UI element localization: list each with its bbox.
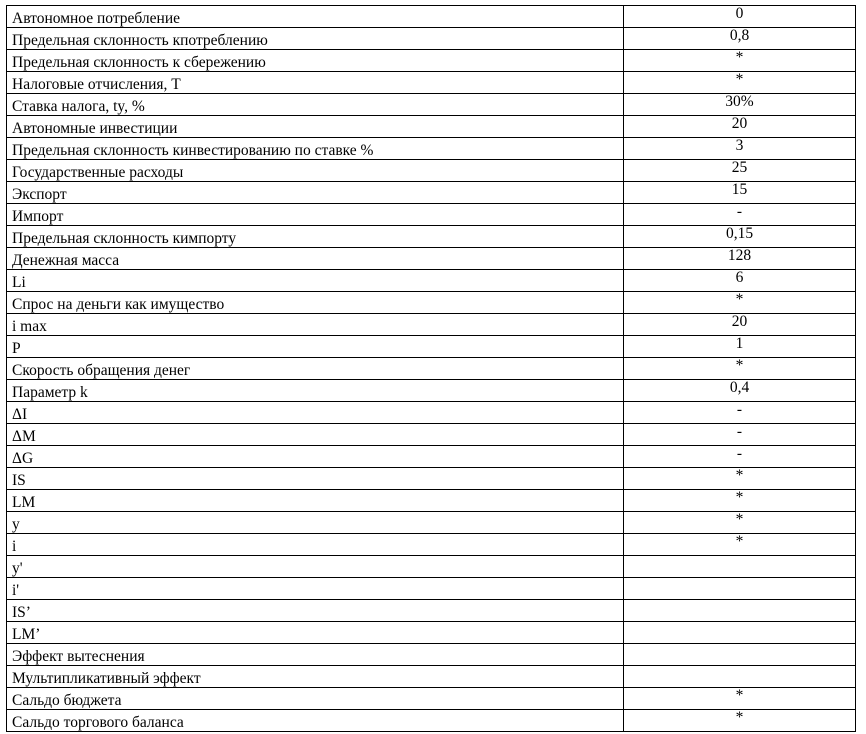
- table-row: [7, 204, 856, 226]
- parameter-name: i': [7, 578, 624, 600]
- parameter-value: 0: [624, 6, 856, 28]
- parameter-name: Импорт: [7, 204, 624, 226]
- parameter-value: -: [624, 424, 856, 446]
- parameter-value: 6: [624, 270, 856, 292]
- parameter-value: [624, 556, 856, 578]
- table-row: [7, 556, 856, 578]
- parameter-name: Сальдо торгового баланса: [7, 710, 624, 732]
- parameter-value: 0,8: [624, 28, 856, 50]
- parameter-value: 1: [624, 336, 856, 358]
- parameter-name: Ставка налога, ty, %: [7, 94, 624, 116]
- table-row: [7, 226, 856, 248]
- parameter-name: Предельная склонность кпотреблению: [7, 28, 624, 50]
- parameter-value: 3: [624, 138, 856, 160]
- parameter-value: 15: [624, 182, 856, 204]
- parameter-name: i: [7, 534, 624, 556]
- parameter-name: LM’: [7, 622, 624, 644]
- table-row: [7, 534, 856, 556]
- parameter-value: 0,15: [624, 226, 856, 248]
- parameter-name: Денежная масса: [7, 248, 624, 270]
- parameter-value: 0,4: [624, 380, 856, 402]
- table-row: [7, 380, 856, 402]
- parameter-name: Мультипликативный эффект: [7, 666, 624, 688]
- parameter-value: -: [624, 446, 856, 468]
- parameter-name: IS: [7, 468, 624, 490]
- parameter-name: ΔM: [7, 424, 624, 446]
- parameter-value: *: [624, 468, 856, 490]
- table-row: [7, 666, 856, 688]
- table-row: [7, 314, 856, 336]
- table-row: [7, 512, 856, 534]
- table-row: [7, 710, 856, 732]
- parameter-name: Скорость обращения денег: [7, 358, 624, 380]
- parameter-value: [624, 622, 856, 644]
- parameter-name: Государственные расходы: [7, 160, 624, 182]
- parameter-value: *: [624, 50, 856, 72]
- parameter-value: *: [624, 534, 856, 556]
- parameter-name: Сальдо бюджета: [7, 688, 624, 710]
- table-row: [7, 270, 856, 292]
- parameter-value: *: [624, 72, 856, 94]
- parameter-value: *: [624, 358, 856, 380]
- parameter-value: [624, 578, 856, 600]
- table-row: [7, 468, 856, 490]
- parameter-value: *: [624, 512, 856, 534]
- table-row: [7, 292, 856, 314]
- parameter-name: Налоговые отчисления, Т: [7, 72, 624, 94]
- table-row: [7, 644, 856, 666]
- parameter-value: 128: [624, 248, 856, 270]
- parameter-name: Эффект вытеснения: [7, 644, 624, 666]
- parameter-name: Предельная склонность к сбережению: [7, 50, 624, 72]
- parameter-name: y: [7, 512, 624, 534]
- parameter-name: Li: [7, 270, 624, 292]
- parameter-value: 20: [624, 116, 856, 138]
- parameters-table-container: [6, 5, 855, 732]
- parameter-value: -: [624, 402, 856, 424]
- parameter-name: Спрос на деньги как имущество: [7, 292, 624, 314]
- parameter-name: P: [7, 336, 624, 358]
- parameter-value: [624, 666, 856, 688]
- table-row: [7, 6, 856, 28]
- table-row: [7, 424, 856, 446]
- table-row: [7, 50, 856, 72]
- parameter-name: ΔI: [7, 402, 624, 424]
- table-row: [7, 358, 856, 380]
- table-row: [7, 688, 856, 710]
- parameter-name: Предельная склонность кимпорту: [7, 226, 624, 248]
- parameter-name: IS’: [7, 600, 624, 622]
- parameter-name: Экспорт: [7, 182, 624, 204]
- table-row: [7, 116, 856, 138]
- table-row: [7, 160, 856, 182]
- table-row: [7, 182, 856, 204]
- table-row: [7, 336, 856, 358]
- parameter-value: -: [624, 204, 856, 226]
- parameter-value: 20: [624, 314, 856, 336]
- parameter-name: LM: [7, 490, 624, 512]
- parameter-value: *: [624, 688, 856, 710]
- table-row: [7, 138, 856, 160]
- parameter-value: *: [624, 292, 856, 314]
- parameter-name: Автономные инвестиции: [7, 116, 624, 138]
- table-row: [7, 578, 856, 600]
- table-row: [7, 72, 856, 94]
- parameter-name: i max: [7, 314, 624, 336]
- parameter-value: 25: [624, 160, 856, 182]
- parameter-value: [624, 600, 856, 622]
- parameter-name: y': [7, 556, 624, 578]
- parameter-value: 30%: [624, 94, 856, 116]
- table-row: [7, 446, 856, 468]
- parameters-table: [6, 5, 856, 732]
- table-row: [7, 600, 856, 622]
- table-row: [7, 248, 856, 270]
- table-row: [7, 402, 856, 424]
- parameter-value: *: [624, 490, 856, 512]
- parameter-name: Автономное потребление: [7, 6, 624, 28]
- parameter-name: Предельная склонность кинвестированию по ставке %: [7, 138, 624, 160]
- parameter-value: [624, 644, 856, 666]
- parameter-value: *: [624, 710, 856, 732]
- table-row: [7, 94, 856, 116]
- table-row: [7, 28, 856, 50]
- table-row: [7, 490, 856, 512]
- parameter-name: Параметр k: [7, 380, 624, 402]
- parameter-name: ΔG: [7, 446, 624, 468]
- table-row: [7, 622, 856, 644]
